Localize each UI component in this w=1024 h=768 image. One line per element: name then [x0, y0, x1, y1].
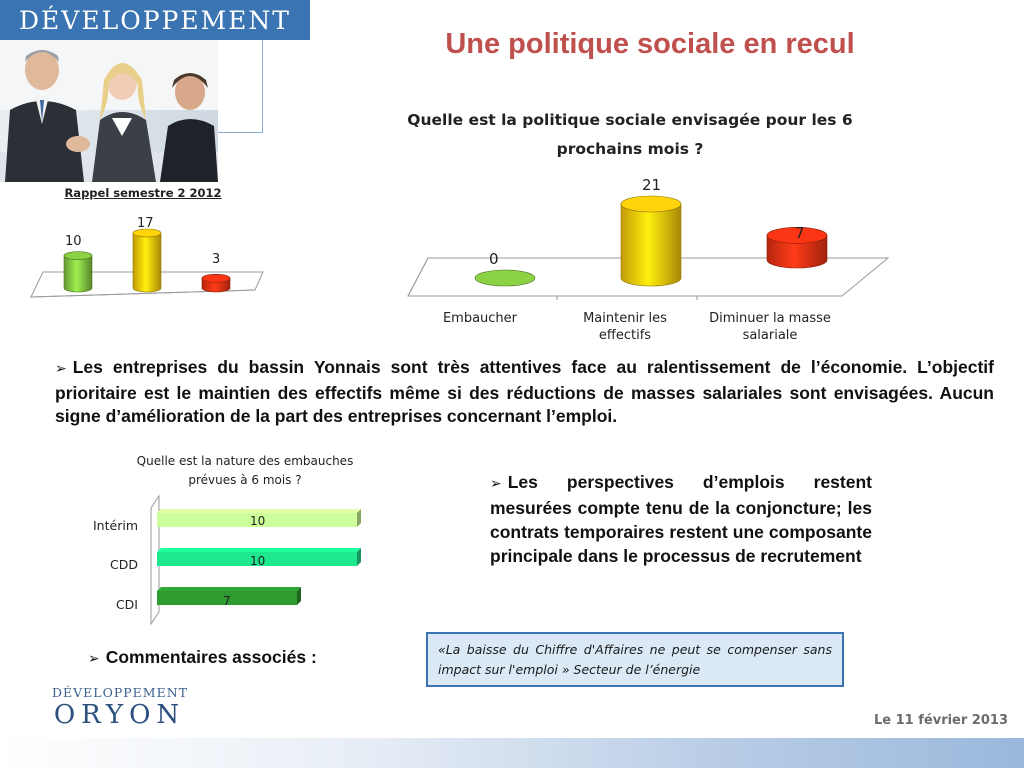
main-axis-diminuer: Diminuer la masse salariale — [709, 311, 831, 343]
main-axis-embaucher: Embaucher — [442, 311, 518, 326]
brand-banner: DÉVELOPPEMENT — [0, 0, 310, 40]
comments-label — [88, 647, 317, 668]
main-label-embaucher: 0 — [489, 250, 499, 268]
main-chart-title: Quelle est la politique sociale envisagée pour les 6 prochains mois ? — [407, 111, 853, 158]
page-title: Une politique sociale en recul — [445, 28, 855, 60]
footer-date: Le 11 février 2013 — [874, 713, 1008, 728]
main-label-diminuer: 7 — [795, 224, 805, 242]
recall-label-embaucher: 10 — [65, 234, 82, 249]
meeting-photo — [0, 40, 218, 182]
recall-bar-maintenir — [133, 229, 161, 292]
brand-divider-vertical — [262, 40, 263, 132]
hbar-chart-title: Quelle est la nature des embauches prévues à 6 mois ? — [136, 454, 354, 487]
bullet-icon: ➢ — [490, 476, 502, 492]
main-bar-embaucher — [475, 270, 535, 286]
perspectives-text: Les perspectives d’emplois restent mesurées compte tenu de la conjoncture; les contrats temporaires restent une composante principale dans le processus de recrutement — [490, 472, 872, 566]
summary-paragraph — [55, 356, 994, 429]
hbar-label-cdd: 10 — [250, 554, 266, 568]
bullet-icon: ➢ — [88, 651, 100, 667]
hbar-cat-cdd: CDD — [110, 557, 138, 572]
main-bar-maintenir — [621, 196, 681, 286]
bullet-icon: ➢ — [55, 361, 67, 377]
hbar-label-interim: 10 — [250, 514, 266, 528]
hbar-cat-cdi: CDI — [115, 597, 138, 612]
recall-label-maintenir: 17 — [137, 216, 154, 231]
summary-text: Les entreprises du bassin Yonnais sont très attentives face au ralentissement de l’économie. L’objectif prioritaire est le maintien des effectifs même si des réductions de masses salariales sont envisagées. Aucun signe d’amélioration de la part des entreprises concernant l’emploi. — [55, 357, 994, 426]
comments-text: Commentaires associés : — [105, 647, 317, 667]
logo-oryon: ORYON — [53, 700, 186, 730]
quote-box: «La baisse du Chiffre d'Affaires ne peut se compenser sans impact sur l'emploi » Secteur de l’énergie — [426, 632, 844, 687]
perspectives-paragraph — [490, 470, 872, 568]
recall-bar-diminuer — [202, 274, 230, 292]
main-label-maintenir: 21 — [642, 176, 662, 194]
footer-band — [0, 738, 1024, 768]
main-chart — [400, 190, 900, 302]
hbar-label-cdi: 7 — [223, 594, 231, 608]
recall-label-diminuer: 3 — [212, 252, 221, 267]
recall-chart-title: Rappel semestre 2 2012 — [64, 186, 222, 200]
hbar-cat-interim: Intérim — [93, 518, 138, 533]
brand-divider-horizontal — [218, 132, 263, 133]
logo-developpement: DÉVELOPPEMENT — [52, 685, 188, 700]
recall-bar-embaucher — [64, 252, 92, 292]
main-axis-maintenir: Maintenir les effectifs — [583, 311, 667, 343]
